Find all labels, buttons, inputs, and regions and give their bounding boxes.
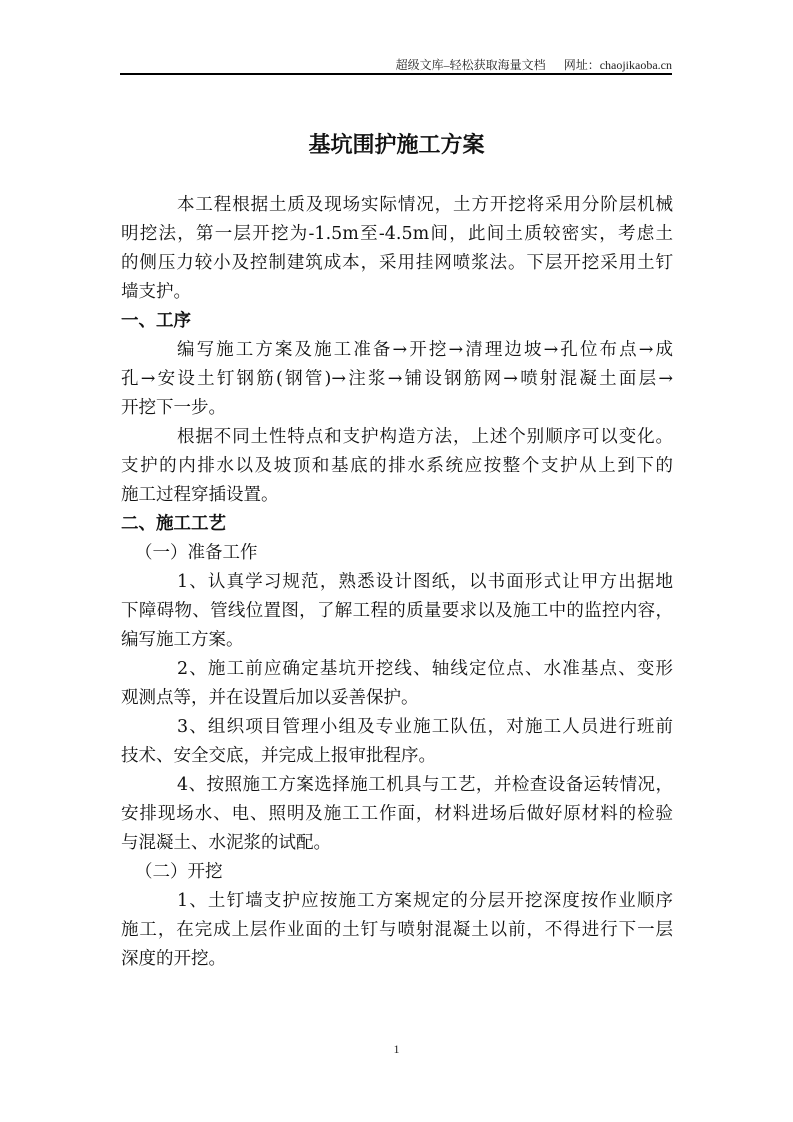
page-header [396, 56, 672, 73]
paragraph-line: 编写施工方案及施工准备→开挖→清理边坡→孔位布点→成 [177, 340, 673, 360]
section-heading-procedure: 一、工序 [121, 311, 191, 331]
paragraph-line: 编写施工方案。 [121, 630, 244, 650]
paragraph-line: 支护的内排水以及坡顶和基底的排水系统应按整个支护从上到下的 [121, 456, 673, 476]
paragraph-line: 安排现场水、电、照明及施工工作面，材料进场后做好原材料的检验 [121, 804, 673, 824]
paragraph-line: 的侧压力较小及控制建筑成本，采用挂网喷浆法。下层开挖采用土钉 [121, 253, 673, 273]
paragraph-line: 本工程根据土质及现场实际情况，土方开挖将采用分阶层机械 [177, 195, 673, 215]
paragraph-line: 孔→安设土钉钢筋(钢管)→注浆→铺设钢筋网→喷射混凝土面层→ [121, 369, 673, 389]
paragraph-line: 观测点等，并在设置后加以妥善保护。 [121, 688, 419, 708]
paragraph-line: 根据不同土性特点和支护构造方法，上述个别顺序可以变化。 [177, 427, 673, 447]
paragraph-line: 墙支护。 [121, 282, 191, 302]
subsection-heading-preparation: （一）准备工作 [135, 543, 258, 563]
paragraph-line: 1、土钉墙支护应按施工方案规定的分层开挖深度按作业顺序 [177, 891, 673, 911]
paragraph-line: 3、组织项目管理小组及专业施工队伍，对施工人员进行班前 [177, 717, 673, 737]
paragraph-line: 施工，在完成上层作业面的土钉与喷射混凝土以前，不得进行下一层 [121, 920, 673, 940]
paragraph-line: 与混凝土、水泥浆的试配。 [121, 833, 331, 853]
paragraph-line: 4、按照施工方案选择施工机具与工艺，并检查设备运转情况， [177, 775, 673, 795]
paragraph-line: 下障碍物、管线位置图，了解工程的质量要求以及施工中的监控内容， [121, 601, 673, 621]
section-heading-process: 二、施工工艺 [121, 514, 226, 534]
paragraph-line: 开挖下一步。 [121, 398, 226, 418]
header-site-url: 网址：chaojikaoba.cn [563, 58, 672, 72]
paragraph-line: 深度的开挖。 [121, 949, 226, 969]
paragraph-line: 技术、安全交底，并完成上报审批程序。 [121, 746, 436, 766]
paragraph-line: 2、施工前应确定基坑开挖线、轴线定位点、水准基点、变形 [177, 659, 673, 679]
header-slogan: 超级文库–轻松获取海量文档 [395, 58, 546, 72]
document-body [121, 191, 673, 974]
page-number: 1 [393, 1042, 400, 1056]
paragraph-line: 施工过程穿插设置。 [121, 485, 279, 505]
subsection-heading-excavation: （二）开挖 [135, 862, 223, 882]
header-divider [120, 73, 672, 75]
document-title: 基坑围护施工方案 [308, 132, 485, 158]
paragraph-line: 1、认真学习规范，熟悉设计图纸，以书面形式让甲方出据地 [177, 572, 673, 592]
paragraph-line: 明挖法，第一层开挖为-1.5m至-4.5m间，此间土质较密实，考虑土 [121, 224, 673, 244]
